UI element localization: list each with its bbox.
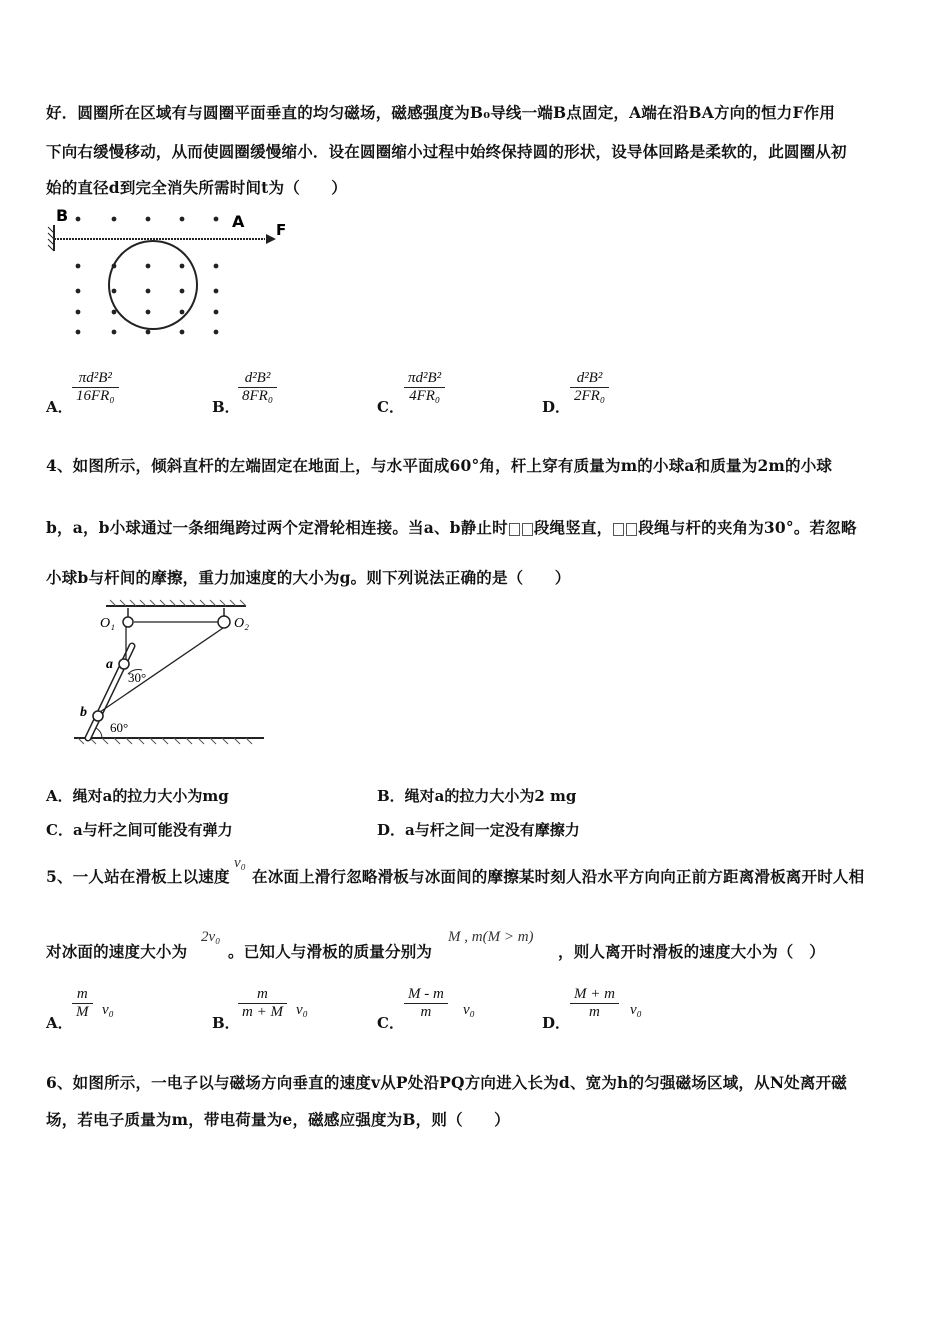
- q5-option-d-letter[interactable]: D．: [542, 1014, 571, 1032]
- wire-loop: [109, 241, 197, 329]
- q5-text-line-2a: 对冰面的速度大小为: [46, 942, 188, 961]
- q3-option-d-fraction[interactable]: [570, 370, 609, 405]
- q3-option-b-den: 8FR₀: [242, 388, 274, 404]
- label-angle-60: 60°: [110, 720, 129, 735]
- q5-option-b-tail: v₀: [296, 1002, 308, 1018]
- q5-option-c-den: m: [420, 1004, 432, 1020]
- q5-option-b-fraction[interactable]: [238, 986, 287, 1021]
- label-b: B: [56, 206, 69, 225]
- q3-text-line-3: 始的直径d到完全消失所需时间t为（ ）: [46, 178, 347, 197]
- q5-v0: v₀: [234, 855, 246, 871]
- q5-option-a-den: M: [76, 1004, 89, 1020]
- q3-option-b-fraction[interactable]: [238, 370, 277, 405]
- q3-option-d-den: 2FR₀: [574, 388, 606, 404]
- q3-option-a-num: πd²B²: [72, 370, 119, 388]
- q4-option-a[interactable]: A．绳对a的拉力大小为mg: [46, 787, 229, 805]
- q4-text-line-1: 4、如图所示，倾斜直杆的左端固定在地面上，与水平面成60°角，杆上穿有质量为m的小球a和质量为2m的小球: [46, 456, 833, 475]
- q5-option-a-num: m: [72, 986, 93, 1004]
- q4-line-2-part-b: 段绳竖直，: [533, 518, 613, 537]
- q3-option-d-num: d²B²: [570, 370, 609, 388]
- label-angle-30: 30°: [128, 670, 147, 685]
- q5-option-b-letter[interactable]: B．: [212, 1014, 240, 1032]
- q4-line-2-part-c: 段绳与杆的夹角为30°。若忽略: [638, 518, 857, 537]
- q5-option-d-tail: v₀: [630, 1002, 642, 1018]
- q5-text-line-1b: 在冰面上滑行忽略滑板与冰面间的摩擦某时刻人沿水平方向向正前方距离滑板离开时人相: [252, 867, 865, 886]
- q5-text-line-2c: ，则人离开时滑板的速度大小为（ ）: [558, 942, 825, 961]
- q3-option-a-letter[interactable]: A．: [46, 398, 73, 416]
- q4-text-line-3: 小球b与杆间的摩擦，重力加速度的大小为g。则下列说法正确的是（ ）: [46, 568, 571, 587]
- q4-line-2-part-a: b，a，b小球通过一条细绳跨过两个定滑轮相连接。当a、b静止时: [46, 518, 508, 537]
- missing-glyph-icon: [613, 523, 624, 536]
- q3-option-b-letter[interactable]: B．: [212, 398, 240, 416]
- q5-masses: M , m(M > m): [448, 929, 534, 945]
- label-a: A: [232, 212, 245, 231]
- q4-option-b[interactable]: B．绳对a的拉力大小为2 mg: [377, 787, 577, 805]
- pulley-o2: [218, 616, 230, 628]
- q5-option-a-tail: v₀: [102, 1002, 114, 1018]
- q3-text-line-1: 好．圆圈所在区域有与圆圈平面垂直的均匀磁场，磁感强度为B₀导线一端B点固定，A端在沿BA方向的恒力F作用: [46, 103, 836, 122]
- missing-glyph-icon: [626, 523, 637, 536]
- label-o2: O₂: [234, 616, 249, 631]
- q5-option-b-num: m: [238, 986, 287, 1004]
- q5-option-a-fraction[interactable]: [72, 986, 93, 1021]
- magnetic-loop-figure: [40, 205, 300, 345]
- q3-option-d-letter[interactable]: D．: [542, 398, 571, 416]
- q5-option-d-fraction[interactable]: [570, 986, 619, 1021]
- q3-option-c-num: πd²B²: [404, 370, 445, 388]
- pulley-rod-figure: [66, 598, 270, 748]
- q5-option-d-den: m: [589, 1004, 600, 1020]
- q5-option-a-letter[interactable]: A．: [46, 1014, 73, 1032]
- ball-b: [93, 711, 103, 721]
- angle-60-arc: [96, 728, 102, 738]
- q5-option-c-num: M - m: [404, 986, 448, 1004]
- q4-option-d[interactable]: D．a与杆之间一定没有摩擦力: [377, 821, 580, 839]
- q5-2v0: 2v₀: [201, 929, 221, 945]
- label-b: b: [80, 705, 87, 720]
- force-arrow: [266, 234, 276, 244]
- label-a: a: [106, 657, 113, 672]
- missing-glyph-icon: [509, 523, 520, 536]
- pulley-o1: [123, 617, 133, 627]
- q5-option-c-letter[interactable]: C．: [377, 1014, 404, 1032]
- q3-option-c-letter[interactable]: C．: [377, 398, 404, 416]
- q3-text-line-2: 下向右缓慢移动，从而使圆圈缓慢缩小．设在圆圈缩小过程中始终保持圆的形状，设导体回路是柔软的，此圆圈从初: [46, 142, 847, 161]
- q5-option-c-fraction[interactable]: [404, 986, 448, 1021]
- q5-text-line-1a: 5、一人站在滑板上以速度: [46, 867, 230, 886]
- q4-option-c[interactable]: C．a与杆之间可能没有弹力: [46, 821, 233, 839]
- missing-glyph-icon: [522, 523, 533, 536]
- q3-option-a-fraction[interactable]: [72, 370, 119, 405]
- q4-text-line-2: [46, 516, 857, 538]
- q3-option-c-den: 4FR₀: [409, 388, 441, 404]
- q6-text-line-1: 6、如图所示，一电子以与磁场方向垂直的速度v从P处沿PQ方向进入长为d、宽为h的匀强磁场区域，从N处离开磁: [46, 1073, 847, 1092]
- q3-option-c-fraction[interactable]: [404, 370, 445, 405]
- q3-option-b-num: d²B²: [238, 370, 277, 388]
- q5-option-d-num: M + m: [570, 986, 619, 1004]
- q5-option-b-den: m + M: [242, 1004, 283, 1020]
- q3-option-a-den: 16FR₀: [76, 388, 115, 404]
- label-f: F: [276, 221, 287, 239]
- ball-a: [119, 659, 129, 669]
- q5-text-line-2b: 。已知人与滑板的质量分别为: [228, 942, 433, 961]
- wall-hatch: [48, 225, 54, 251]
- label-o1: O₁: [100, 616, 115, 631]
- q5-option-c-tail: v₀: [463, 1002, 475, 1018]
- q6-text-line-2: 场，若电子质量为m，带电荷量为e，磁感应强度为B，则（ ）: [46, 1110, 510, 1129]
